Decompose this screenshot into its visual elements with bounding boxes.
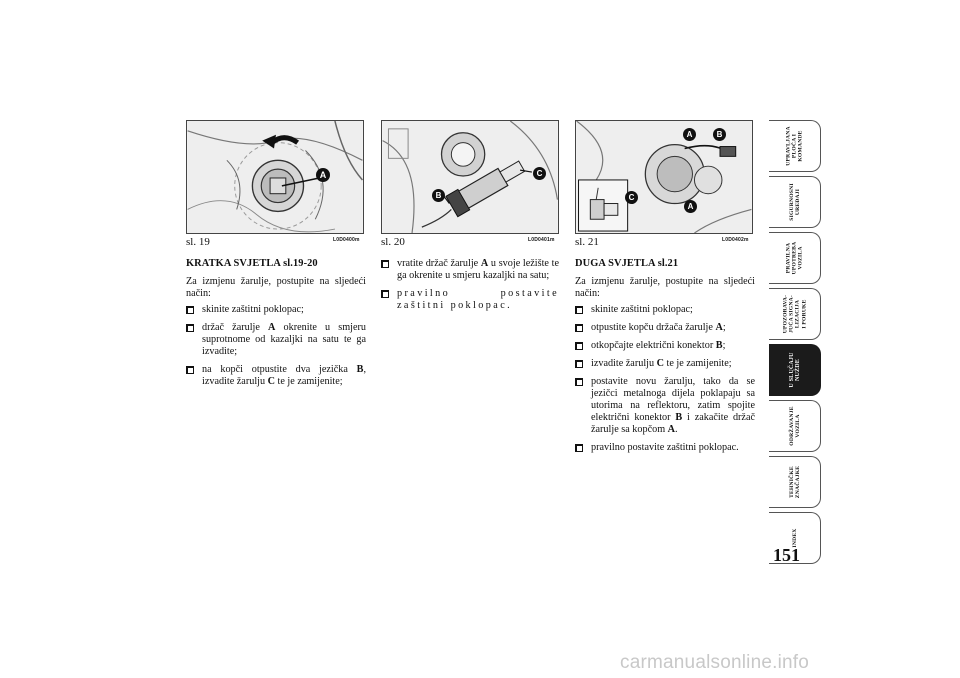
low-beam-bulb-illustration (382, 121, 558, 233)
figure-20-label: sl. 20 (381, 236, 405, 248)
low-beam-intro: Za izmjenu žarulje, postupite na sljedeći način: (186, 276, 366, 299)
list-item: pravilno postavite zaštitni poklopac. (381, 288, 559, 312)
checkbox-bullet-icon (186, 324, 194, 332)
checkbox-bullet-icon (575, 324, 583, 332)
checkbox-bullet-icon (575, 306, 583, 314)
figure-21-code: L0D0402m (722, 237, 749, 243)
checkbox-bullet-icon (575, 378, 583, 386)
list-item: skinite zaštitni poklopac; (575, 304, 755, 316)
low-beam-continued-section (381, 258, 559, 318)
callout-A-bottom: A (684, 200, 697, 213)
list-item: na kopči otpustite dva jezička B, izvadite žarulju C te je zamijenite; (186, 364, 366, 388)
tab-technical-specs[interactable]: TEHNIČKE ZNAČAJKE (769, 456, 821, 508)
section-tabs (769, 120, 821, 568)
checkbox-bullet-icon (575, 360, 583, 368)
list-item: otpustite kopču držača žarulje A; (575, 322, 755, 334)
low-beam-heading: KRATKA SVJETLA sl.19-20 (186, 258, 318, 269)
figure-20-code: L0D0401m (528, 237, 555, 243)
checkbox-bullet-icon (186, 366, 194, 374)
high-beam-intro: Za izmjenu žarulje, postupite na sljedeći način: (575, 276, 755, 299)
low-beam-steps-continued (381, 258, 559, 312)
high-beam-steps (575, 304, 755, 454)
tab-maintenance[interactable]: ODRŽAVANJE VOZILA (769, 400, 821, 452)
tab-safety-devices[interactable]: SIGURNOSNI UREĐAJI (769, 176, 821, 228)
callout-A-top: A (683, 128, 696, 141)
checkbox-bullet-icon (575, 342, 583, 350)
tab-dashboard-controls[interactable]: UPRAVLJANA PLOČA I KOMANDE (769, 120, 821, 172)
tab-warning-lights[interactable]: UPOZORAVA- JUĆA SIGNA- LIZACIJA I PORUKE (769, 288, 821, 340)
figure-21-image (575, 120, 753, 234)
list-item: držač žarulje A okrenite u smjeru suprotnome od kazaljki na satu te ga izvadite; (186, 322, 366, 358)
list-item: vratite držač žarulje A u svoje ležište te ga okrenite u smjeru kazaljki na satu; (381, 258, 559, 282)
callout-C: C (533, 167, 546, 180)
list-item: postavite novu žarulju, tako da se jezičci metalnoga dijela poklapaju sa utorima na reflektoru, zatim spojite električni konektor B i zakačite držač žarulje sa kopčom A. (575, 376, 755, 436)
high-beam-heading: DUGA SVJETLA sl.21 (575, 258, 679, 269)
low-beam-steps (186, 304, 366, 388)
list-item: pravilno postavite zaštitni poklopac. (575, 442, 755, 454)
figure-19-image (186, 120, 364, 234)
figure-19-label: sl. 19 (186, 236, 210, 248)
figure-21-label: sl. 21 (575, 236, 599, 248)
low-beam-section (186, 258, 366, 394)
tab-correct-use[interactable]: PRAVILNA UPOTREBA VOZILA (769, 232, 821, 284)
tab-index[interactable]: INDEX (769, 512, 821, 564)
list-item: izvadite žarulju C te je zamijenite; (575, 358, 755, 370)
list-item: skinite zaštitni poklopac; (186, 304, 366, 316)
page-number: 151 (773, 545, 800, 565)
callout-B: B (432, 189, 445, 202)
figure-19-code: L0D0400m (333, 237, 360, 243)
figure-20-image (381, 120, 559, 234)
high-beam-section (575, 258, 755, 460)
checkbox-bullet-icon (575, 444, 583, 452)
callout-A: A (316, 168, 330, 182)
callout-C-inset: C (625, 191, 638, 204)
checkbox-bullet-icon (186, 306, 194, 314)
tab-emergency[interactable]: U SLUČAJU NUŽDE (769, 344, 821, 396)
checkbox-bullet-icon (381, 290, 389, 298)
callout-B-top: B (713, 128, 726, 141)
watermark: carmanualsonline.info (620, 652, 810, 673)
headlamp-low-beam-illustration (187, 121, 363, 233)
list-item: otkopčajte električni konektor B; (575, 340, 755, 352)
high-beam-illustration (576, 121, 752, 233)
checkbox-bullet-icon (381, 260, 389, 268)
